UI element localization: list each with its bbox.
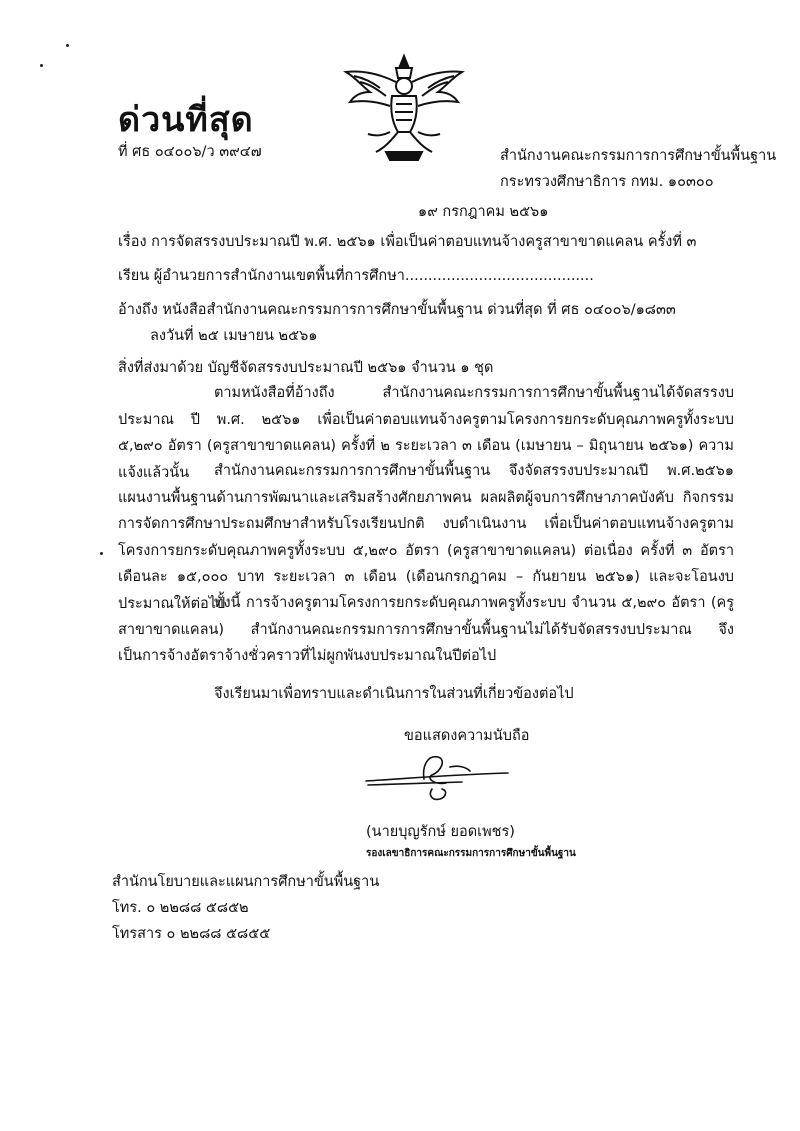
scan-speck	[40, 64, 43, 67]
body-paragraph-2: สำนักงานคณะกรรมการการศึกษาขั้นพื้นฐาน จึงจัดสรรงบประมาณปี พ.ศ.๒๕๖๑ แผนงานพื้นฐานด้านการพัฒนาและเสริมสร้างศักยภาพคน ผลผลิตผู้จบการศึกษาภาคบังคับ กิจกรรมการจัดการศึกษาประถมศึกษาสำหรับโรงเรียนปกติ งบดำเนินงาน เพื่อเป็นค่าตอบแทนจ้างครูตามโครงการยกระดับคุณภาพครูทั้งระบบ ๕,๒๙๐ อัตรา (ครูสาขาขาดแคลน) ต่อเนื่อง ครั้งที่ ๓ อัตราเดือนละ ๑๕,๐๐๐ บาท ระยะเวลา ๓ เดือน (เดือนกรกฎาคม – กันยายน ๒๕๖๑) และจะโอนงบประมาณให้ต่อไป	[118, 463, 734, 612]
reference-line: อ้างถึง หนังสือสำนักงานคณะกรรมการการศึกษาขั้นพื้นฐาน ด่วนที่สุด ที่ ศธ ๐๔๐๐๖/๑๘๓๓	[118, 302, 676, 318]
subject-line: เรื่อง การจัดสรรงบประมาณปี พ.ศ. ๒๕๖๑ เพื่อเป็นค่าตอบแทนจ้างครูสาขาขาดแคลน ครั้งที่ ๓	[118, 234, 697, 250]
handwritten-signature-icon	[362, 745, 512, 805]
enclosure-line: สิ่งที่ส่งมาด้วย บัญชีจัดสรรงบประมาณปี ๒๕๖๑ จำนวน ๑ ชุด	[118, 360, 494, 376]
recipient-line: เรียน ผู้อำนวยการสำนักงานเขตพื้นที่การศึกษา.........................................	[118, 268, 594, 284]
body-paragraph-3: ทั้งนี้ การจ้างครูตามโครงการยกระดับคุณภาพครูทั้งระบบ จำนวน ๕,๒๙๐ อัตรา (ครูสาขาขาดแคลน) สำนักงานคณะกรรมการการศึกษาขั้นพื้นฐานไม่ได้รับจัดสรรงบประมาณ จึงเป็นการจ้างอัตราจ้างชั่วคราวที่ไม่ผูกพันงบประมาณในปีต่อไป	[118, 595, 734, 664]
document-number: ที่ ศธ ๐๔๐๐๖/ว ๓๙๔๗	[118, 144, 262, 160]
garuda-emblem-icon	[340, 52, 468, 164]
footer-office: สำนักนโยบายและแผนการศึกษาขั้นพื้นฐาน	[112, 874, 380, 890]
closing-salutation: ขอแสดงความนับถือ	[404, 728, 530, 744]
reference-date-line: ลงวันที่ ๒๕ เมษายน ๒๕๖๑	[150, 328, 318, 344]
scan-speck	[100, 552, 103, 555]
footer-phone: โทร. ๐ ๒๒๘๘ ๕๘๕๒	[112, 900, 249, 916]
body-paragraph-1: ตามหนังสือที่อ้างถึง สำนักงานคณะกรรมการการศึกษาขั้นพื้นฐานได้จัดสรรงบประมาณ ปี พ.ศ. ๒๕๖๑ เพื่อเป็นค่าตอบแทนจ้างครูตามโครงการยกระดับคุณภาพครูทั้งระบบ ๕,๒๙๐ อัตรา (ครูสาขาขาดแคลน) ครั้งที่ ๒ ระยะเวลา ๓ เดือน (เมษายน – มิถุนายน ๒๕๖๑) ความแจ้งแล้วนั้น	[118, 385, 734, 481]
document-date: ๑๙ กรกฎาคม ๒๕๖๑	[418, 204, 549, 220]
signer-name: (นายบุญรักษ์ ยอดเพชร)	[366, 824, 515, 840]
scan-speck	[66, 44, 69, 47]
footer-fax: โทรสาร ๐ ๒๒๘๘ ๕๘๕๕	[112, 926, 271, 942]
body-paragraph-4: จึงเรียนมาเพื่อทราบและดำเนินการในส่วนที่เกี่ยวข้องต่อไป	[214, 686, 574, 702]
organization-name: สำนักงานคณะกรรมการการศึกษาขั้นพื้นฐาน	[500, 148, 777, 164]
organization-address: กระทรวงศึกษาธิการ กทม. ๑๐๓๐๐	[500, 174, 714, 190]
urgency-label: ด่วนที่สุด	[118, 100, 254, 140]
signer-position: รองเลขาธิการคณะกรรมการการศึกษาขั้นพื้นฐาน	[366, 848, 576, 859]
